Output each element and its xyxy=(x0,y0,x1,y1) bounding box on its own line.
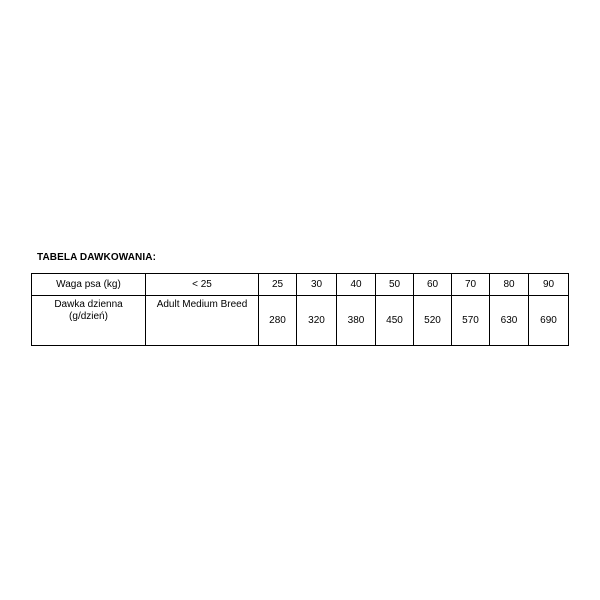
weight-cell: 25 xyxy=(259,274,297,296)
weight-cell: 40 xyxy=(337,274,376,296)
table-row-dose xyxy=(32,296,569,346)
weight-cell: 90 xyxy=(529,274,569,296)
weight-cell: 50 xyxy=(376,274,414,296)
dose-cell: 630 xyxy=(490,296,529,346)
weight-range-cell: < 25 xyxy=(146,274,259,296)
dose-cell: 570 xyxy=(452,296,490,346)
dose-cell: 380 xyxy=(337,296,376,346)
dose-cell: 690 xyxy=(529,296,569,346)
row-label-dose-line1: Dawka dzienna xyxy=(54,299,123,310)
dose-cell: 320 xyxy=(297,296,337,346)
weight-cell: 70 xyxy=(452,274,490,296)
dose-cell: 280 xyxy=(259,296,297,346)
weight-cell: 60 xyxy=(414,274,452,296)
table-row-weight xyxy=(32,274,569,296)
row-label-dose xyxy=(32,296,146,346)
weight-cell: 30 xyxy=(297,274,337,296)
table-title: TABELA DAWKOWANIA: xyxy=(37,252,157,263)
product-name-cell: Adult Medium Breed xyxy=(146,296,259,346)
dose-cell: 520 xyxy=(414,296,452,346)
row-label-weight: Waga psa (kg) xyxy=(32,274,146,296)
row-label-dose-line2: (g/dzień) xyxy=(69,311,108,322)
dosage-table xyxy=(31,273,569,346)
dose-cell: 450 xyxy=(376,296,414,346)
weight-cell: 80 xyxy=(490,274,529,296)
